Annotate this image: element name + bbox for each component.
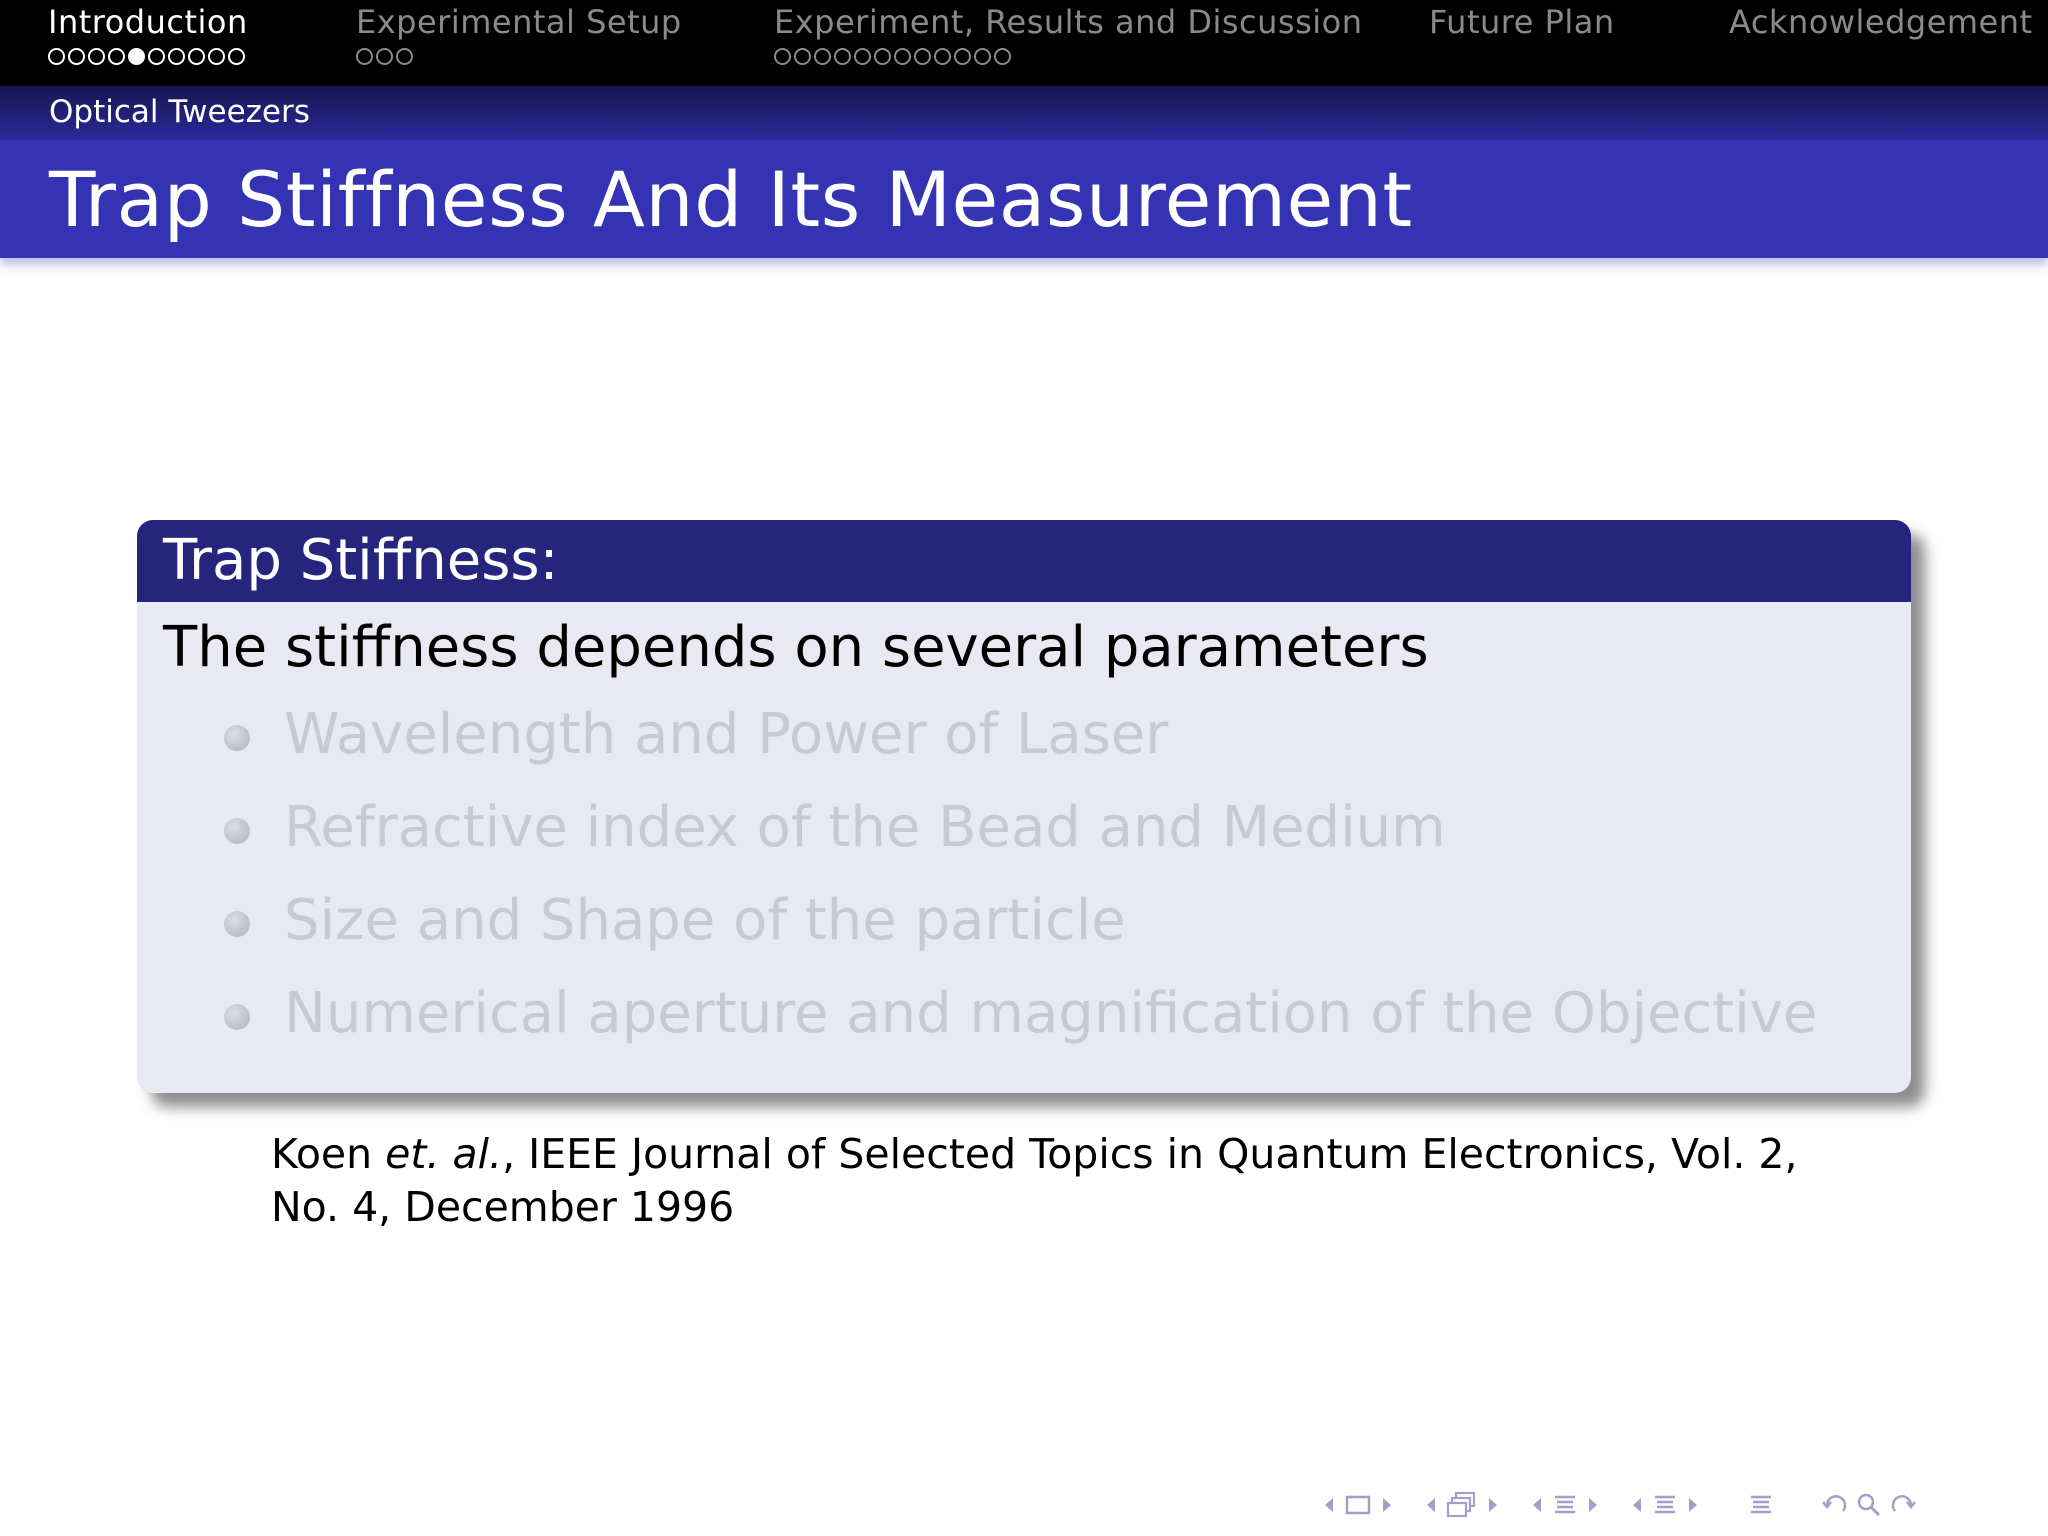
frame-dot[interactable]: [228, 48, 245, 65]
nav-section-label[interactable]: Future Plan: [1429, 3, 1615, 41]
frame-dot[interactable]: [148, 48, 165, 65]
nav-section-label[interactable]: Experiment, Results and Discussion: [774, 3, 1363, 41]
bullet-ball-icon: [224, 1004, 250, 1030]
frame-dot[interactable]: [108, 48, 125, 65]
frame-prev-icon[interactable]: [1318, 1497, 1340, 1513]
frame-title: Trap Stiffness And Its Measurement: [49, 155, 1413, 244]
frame-dot[interactable]: [396, 48, 413, 65]
frame-dot[interactable]: [794, 48, 811, 65]
frame-dot[interactable]: [834, 48, 851, 65]
section-prev-icon[interactable]: [1526, 1497, 1548, 1513]
doc-icon[interactable]: [1648, 1493, 1682, 1517]
frame-icon[interactable]: [1340, 1494, 1376, 1516]
block-title: Trap Stiffness:: [163, 528, 559, 593]
block-header: [137, 520, 1911, 602]
bullet-ball-icon: [224, 725, 250, 751]
list-item-text: Size and Shape of the particle: [284, 888, 1126, 953]
nav-section-label[interactable]: Experimental Setup: [356, 3, 682, 41]
frame-next-icon[interactable]: [1376, 1497, 1398, 1513]
subsection-next-icon[interactable]: [1482, 1497, 1504, 1513]
bullet-ball-icon: [224, 818, 250, 844]
citation-etal: et. al.: [385, 1130, 503, 1178]
nav-section-results-discussion[interactable]: [774, 2, 1363, 67]
citation-journal: , IEEE Journal of Selected Topics in Quantum Electronics, Vol. 2,: [502, 1130, 1798, 1178]
section-navigation-bar: [0, 0, 2048, 86]
block-intro-text: The stiffness depends on several parameters: [163, 615, 1429, 680]
frame-dot[interactable]: [376, 48, 393, 65]
bullet-ball-icon: [224, 911, 250, 937]
frame-dot[interactable]: [994, 48, 1011, 65]
frame-dot[interactable]: [88, 48, 105, 65]
frame-dot[interactable]: [208, 48, 225, 65]
nav-frame-dots: [356, 45, 682, 67]
frame-dot[interactable]: [188, 48, 205, 65]
subsection-prev-icon[interactable]: [1420, 1497, 1442, 1513]
list-item: [137, 886, 1911, 956]
frame-dot[interactable]: [356, 48, 373, 65]
search-icon[interactable]: [1852, 1492, 1886, 1518]
list-item: [137, 700, 1911, 770]
subsection-bar: [0, 86, 2048, 140]
citation-author: Koen: [271, 1130, 386, 1178]
subsection-label[interactable]: Optical Tweezers: [49, 94, 310, 130]
frame-dot[interactable]: [954, 48, 971, 65]
nav-section-acknowledgement[interactable]: [1729, 2, 2033, 42]
subsection-icon[interactable]: [1442, 1491, 1482, 1519]
citation-issue: No. 4, December 1996: [271, 1183, 735, 1231]
frame-dot[interactable]: [854, 48, 871, 65]
frame-dot[interactable]: [68, 48, 85, 65]
nav-section-experimental-setup[interactable]: [356, 2, 682, 67]
nav-frame-dots: [48, 45, 248, 67]
list-item: [137, 793, 1911, 863]
nav-section-label[interactable]: Introduction: [48, 3, 248, 41]
frame-dot[interactable]: [974, 48, 991, 65]
section-icon[interactable]: [1548, 1493, 1582, 1517]
frame-dot[interactable]: [814, 48, 831, 65]
frame-dot[interactable]: [168, 48, 185, 65]
list-item-text: Numerical aperture and magnification of the Objective: [284, 981, 1818, 1046]
nav-section-label[interactable]: Acknowledgement: [1729, 3, 2033, 41]
frame-dot[interactable]: [894, 48, 911, 65]
nav-section-future-plan[interactable]: [1429, 2, 1615, 42]
nav-frame-dots: [774, 45, 1363, 67]
list-item-text: Refractive index of the Bead and Medium: [284, 795, 1446, 860]
nav-section-introduction[interactable]: [48, 2, 248, 67]
frame-dot[interactable]: [874, 48, 891, 65]
frame-title-bar: [0, 140, 2048, 258]
list-item: [137, 979, 1911, 1049]
frame-dot[interactable]: [774, 48, 791, 65]
frame-dot[interactable]: [48, 48, 65, 65]
trap-stiffness-block: [137, 520, 1911, 1093]
doc-prev-icon[interactable]: [1626, 1497, 1648, 1513]
forward-icon[interactable]: [1886, 1493, 1920, 1517]
appendix-icon[interactable]: [1744, 1493, 1778, 1517]
doc-next-icon[interactable]: [1682, 1497, 1704, 1513]
current-frame-dot[interactable]: [128, 48, 145, 65]
list-item-text: Wavelength and Power of Laser: [284, 702, 1169, 767]
section-next-icon[interactable]: [1582, 1497, 1604, 1513]
beamer-navigation-symbols: [1318, 1490, 1920, 1520]
frame-dot[interactable]: [914, 48, 931, 65]
frame-dot[interactable]: [934, 48, 951, 65]
back-icon[interactable]: [1818, 1493, 1852, 1517]
reference-citation: [271, 1128, 1851, 1234]
